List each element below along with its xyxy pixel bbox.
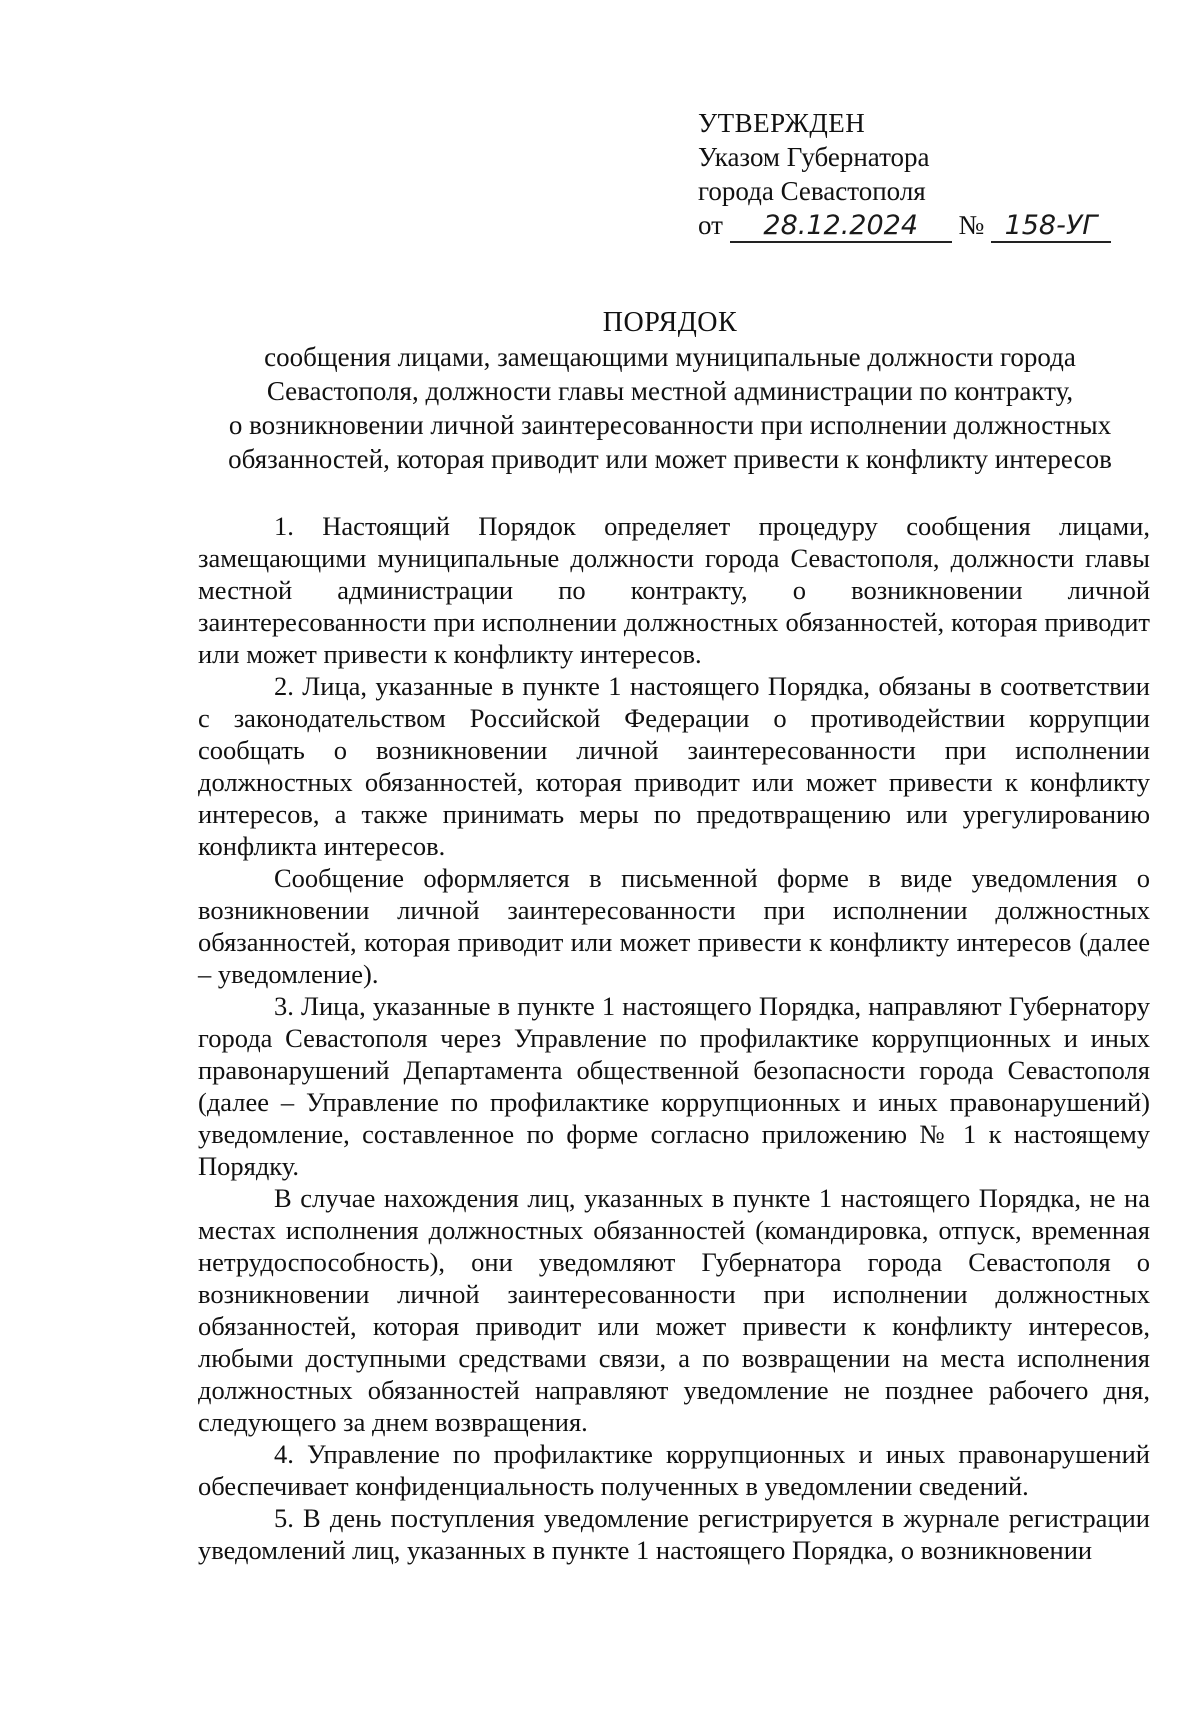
paragraph-5: 5. В день поступления уведомление регистрируется в журнале регистрации уведомлений лиц, указанных в пункте 1 настоящего Порядка, о возникновении (198, 1503, 1150, 1565)
date-prefix: от (698, 210, 723, 240)
paragraph-2: 2. Лица, указанные в пункте 1 настоящего Порядка, обязаны в соответствии с законодательством Российской Федерации о противодействии коррупции сообщать о возникновении личной заинтересованности при исполнении должностных обязанностей, которая приводит или может привести к конфликту интересов, а также принимать меры по предотвращению или урегулированию конфликта интересов. (198, 671, 1150, 861)
paragraph-2-notice: Сообщение оформляется в письменной форме в виде уведомления о возникновении личной заинтересованности при исполнении должностных обязанностей, которая приводит или может привести к конфликту интересов (далее – уведомление). (198, 863, 1150, 989)
title-line: обязанностей, которая приводит или может привести к конфликту интересов (228, 444, 1112, 474)
title-line: Севастополя, должности главы местной администрации по контракту, (266, 376, 1074, 406)
handwritten-date: 28.12.2024 (730, 211, 952, 243)
document-body (198, 510, 1150, 1566)
title-line: сообщения лицами, замещающими муниципальные должности города (264, 342, 1076, 372)
paragraph-1: 1. Настоящий Порядок определяет процедуру сообщения лицами, замещающими муниципальные должности города Севастополя, должности главы местной администрации по контракту, о возникновении личной заинтересованности при исполнении должностных обязанностей, которая приводит или может привести к конфликту интересов. (198, 511, 1150, 669)
paragraph-4: 4. Управление по профилактике коррупционных и иных правонарушений обеспечивает конфиденциальность полученных в уведомлении сведений. (198, 1439, 1150, 1501)
approval-authority: Указом Губернатора (698, 142, 930, 172)
paragraph-3: 3. Лица, указанные в пункте 1 настоящего Порядка, направляют Губернатору города Севастополя через Управление по профилактике коррупционных и иных правонарушений Департамента общественной безопасности города Севастополя (далее – Управление по профилактике коррупционных и иных правонарушений) уведомление, составленное по форме согласно приложению № 1 к настоящему Порядку. (198, 991, 1150, 1181)
approval-block (698, 106, 1158, 243)
handwritten-number: 158-УГ (991, 211, 1111, 243)
document-title: ПОРЯДОК (602, 307, 738, 338)
approval-city: города Севастополя (698, 176, 926, 206)
paragraph-3-absence: В случае нахождения лиц, указанных в пункте 1 настоящего Порядка, не на местах исполнения должностных обязанностей (командировка, отпуск, временная нетрудоспособность), они уведомляют Губернатора города Севастополя о возникновении личной заинтересованности при исполнении должностных обязанностей, которая приводит или может привести к конфликту интересов, любыми доступными средствами связи, а по возвращении на места исполнения должностных обязанностей направляют уведомление не позднее рабочего дня, следующего за днем возвращения. (198, 1183, 1150, 1437)
document-title-block (190, 306, 1150, 476)
title-line: о возникновении личной заинтересованности при исполнении должностных (228, 410, 1112, 440)
approval-status: УТВЕРЖДЕН (698, 108, 866, 138)
approval-date-number (698, 208, 1158, 243)
number-prefix: № (958, 210, 985, 240)
